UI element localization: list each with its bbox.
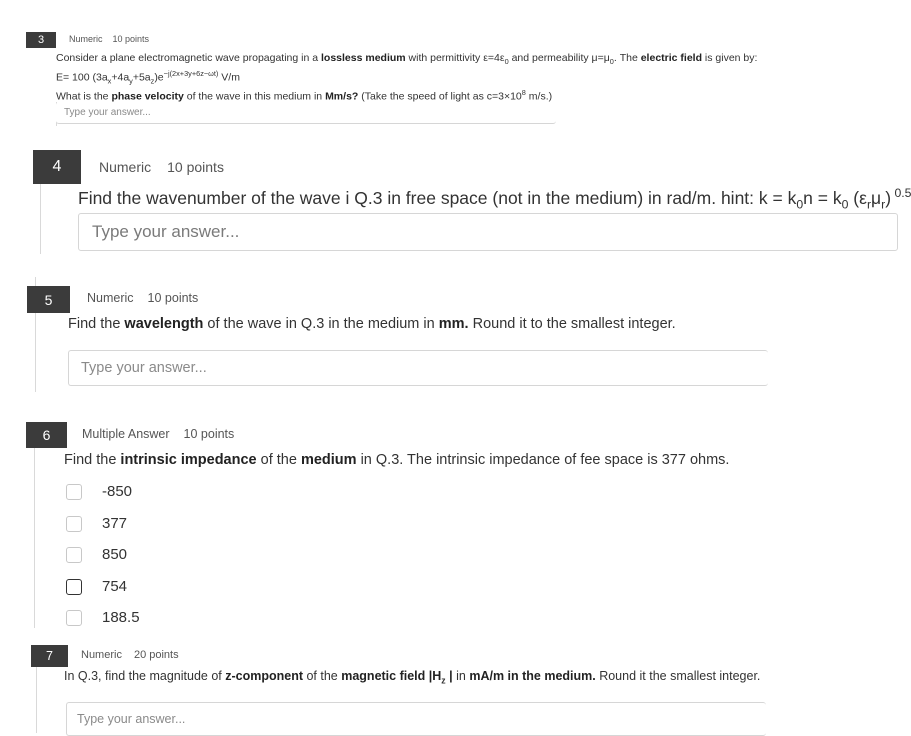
question-text-line-2: E= 100 $(3a_x+4a_y+5a_z)e^{-j(2x+3y+6z-\omega t)}$ V/m (56, 69, 240, 86)
checkbox[interactable] (66, 579, 82, 595)
question-points: 10 points (167, 159, 224, 175)
checkbox[interactable] (66, 547, 82, 563)
option-label: 754 (102, 578, 128, 595)
question-text: Find the wavenumber of the wave i Q.3 in free space (not in the medium) in rad/m. hint: $k = k_0n = k_0$ $(\varepsilon_r\mu_r)$ $^{0.5}$ (78, 186, 911, 212)
option-label: 850 (102, 546, 128, 563)
question-rail (36, 667, 37, 733)
question-text: In Q.3, find the magnitude of z-component of the magnetic field $|H_z$ | in mA/m in the medium. Round it the smallest integer. (64, 669, 761, 686)
question-text: Find the wavelength of the wave in Q.3 in the medium in mm. Round it to the smallest integer. (68, 316, 676, 332)
question-type: Numeric (87, 291, 134, 305)
option-label: 188.5 (102, 609, 140, 626)
question-meta (82, 427, 244, 441)
question-number: 7 (31, 645, 68, 667)
question-type: Numeric (81, 649, 122, 661)
answer-option[interactable] (66, 546, 127, 563)
question-number: 4 (33, 150, 81, 184)
question-number: 3 (26, 32, 56, 48)
question-meta (69, 34, 159, 44)
answer-input[interactable] (68, 350, 768, 386)
answer-placeholder: Type your answer... (92, 222, 240, 241)
question-number: 5 (27, 286, 70, 313)
question-meta (81, 649, 189, 661)
option-label: 377 (102, 515, 128, 532)
answer-placeholder: Type your answer... (81, 360, 207, 376)
answer-option[interactable] (66, 578, 127, 595)
question-number: 6 (26, 422, 67, 448)
checkbox[interactable] (66, 516, 82, 532)
question-type: Multiple Answer (82, 427, 170, 441)
question-rail (34, 448, 35, 628)
answer-input[interactable] (66, 702, 766, 736)
question-type: Numeric (99, 159, 152, 175)
answer-option[interactable] (66, 483, 132, 500)
answer-option[interactable] (66, 515, 127, 532)
question-meta (99, 159, 234, 175)
answer-placeholder: Type your answer... (64, 107, 151, 118)
question-text-line-3: What is the phase velocity of the wave in this medium in Mm/s? (Take the speed of light as $c=3\times 10^8$ m/s.) (56, 88, 553, 103)
question-rail (40, 184, 41, 254)
answer-option[interactable] (66, 609, 140, 626)
answer-placeholder: Type your answer... (77, 712, 186, 726)
question-text-line-1: Consider a plane electromagnetic wave propagating in a lossless medium with permittivity $\varepsilon=4\varepsilon_0$ and permeability $\mu=\mu_0$. The electric field is given by: (56, 52, 758, 67)
option-label: -850 (102, 483, 133, 500)
question-points: 10 points (112, 34, 150, 44)
question-text: Find the intrinsic impedance of the medium in Q.3. The intrinsic impedance of fee space is 377 ohms. (64, 452, 730, 468)
question-points: 10 points (183, 427, 235, 441)
question-type: Numeric (69, 34, 103, 44)
answer-input[interactable] (56, 102, 556, 124)
question-meta (87, 291, 208, 305)
checkbox[interactable] (66, 484, 82, 500)
answer-input[interactable] (78, 213, 898, 251)
question-points: 10 points (147, 291, 199, 305)
checkbox[interactable] (66, 610, 82, 626)
question-points: 20 points (133, 649, 179, 661)
